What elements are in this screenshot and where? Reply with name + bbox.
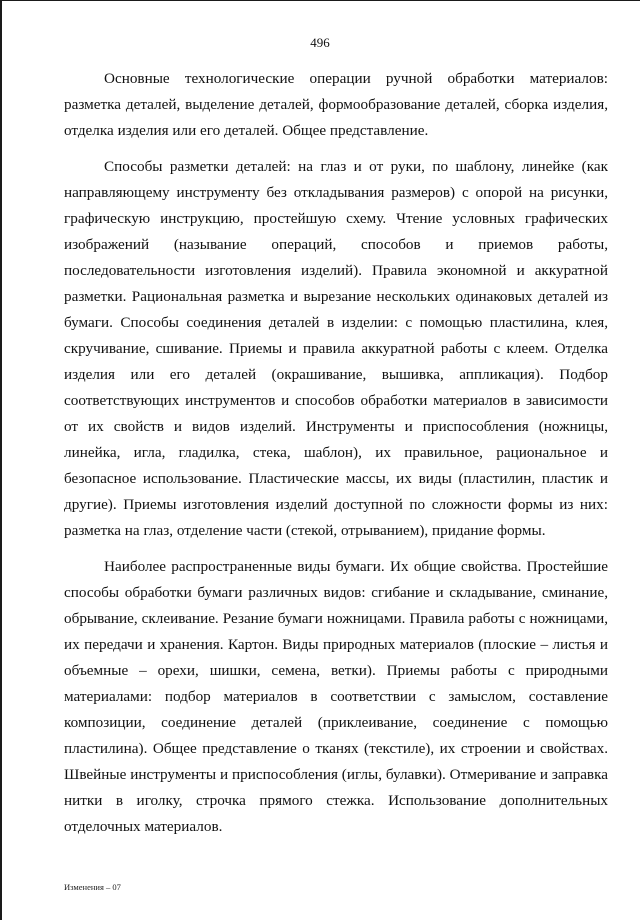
footer-revision-note: Изменения – 07 (64, 882, 121, 892)
scan-edge-top (0, 0, 640, 1)
scan-edge-left (0, 0, 2, 920)
body-text (64, 66, 608, 850)
paragraph-3: Наиболее распространенные виды бумаги. Их общие свойства. Простейшие способы обработки бумаги различных видов: сгибание и складывание, сминание, обрывание, склеивание. Резание бумаги ножницами. Правила работы с ножницами, их передачи и хранения. Картон. Виды природных материалов (плоские – листья и объемные – орехи, шишки, семена, ветки). Приемы работы с природными материалами: подбор материалов в соответствии с замыслом, составление композиции, соединение деталей (приклеивание, соединение с помощью пластилина). Общее представление о тканях (текстиле), их строении и свойствах. Швейные инструменты и приспособления (иглы, булавки). Отмеривание и заправка нитки в иголку, строчка прямого стежка. Использование дополнительных отделочных материалов. (64, 558, 608, 835)
paragraph-1: Основные технологические операции ручной обработки материалов: разметка деталей, выделение деталей, формообразование деталей, сборка изделия, отделка изделия или его деталей. Общее представление. (64, 70, 608, 139)
paragraph-2: Способы разметки деталей: на глаз и от руки, по шаблону, линейке (как направляющему инструменту без откладывания размеров) с опорой на рисунки, графическую инструкцию, простейшую схему. Чтение условных графических изображений (называние операций, способов и приемов работы, последовательности изготовления изделий). Правила экономной и аккуратной разметки. Рациональная разметка и вырезание нескольких одинаковых деталей из бумаги. Способы соединения деталей в изделии: с помощью пластилина, клея, скручивание, сшивание. Приемы и правила аккуратной работы с клеем. Отделка изделия или его деталей (окрашивание, вышивка, аппликация). Подбор соответствующих инструментов и способов обработки материалов в зависимости от их свойств и видов изделий. Инструменты и приспособления (ножницы, линейка, игла, гладилка, стека, шаблон), их правильное, рациональное и безопасное использование. Пластические массы, их виды (пластилин, пластик и другие). Приемы изготовления изделий доступной по сложности формы из них: разметка на глаз, отделение части (стекой, отрыванием), придание формы. (64, 158, 608, 539)
page-number: 496 (310, 35, 330, 50)
